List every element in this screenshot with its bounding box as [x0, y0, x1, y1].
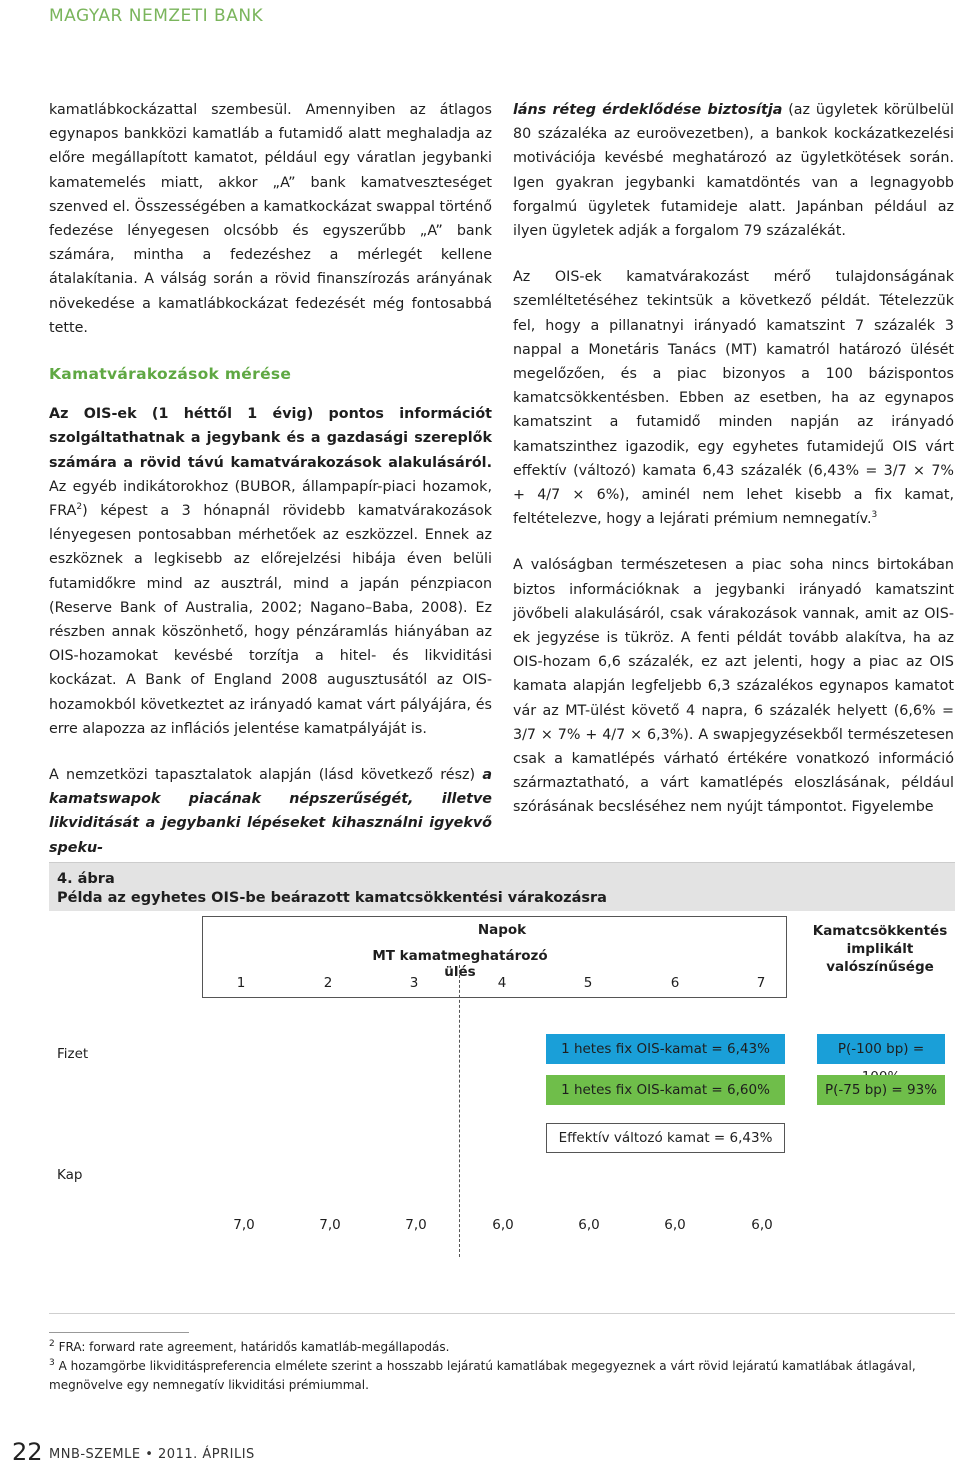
emphasis: láns réteg érdeklődése biztosítja [513, 102, 783, 118]
daily-rate-value: 7,0 [319, 1217, 341, 1233]
daily-rate-value: 6,0 [664, 1217, 686, 1233]
footnote-ref[interactable]: 2 [76, 502, 83, 513]
paragraph-text: (az ügyletek körülbelül 80 százaléka az euroövezetben), a bankok kockázatkezelési motivációja kevésbé meghatározó az ügyletkötések során. Igen gyakran jegybanki kamatdöntés van a legnagyobb forgalmú ügyletek futamideje alatt. Japánban például az ilyen ügyletek adják a forgalom 79 százalékát. [513, 102, 954, 240]
paragraph-text: A nemzetközi tapasztalatok alapján (lásd következő rész) [49, 767, 483, 784]
section-heading: Kamatvárakozások mérése [49, 365, 292, 384]
figure-bottom-rule [49, 1313, 955, 1314]
day-number: 1 [236, 975, 246, 991]
footnotes [49, 1338, 955, 1395]
footnote-mark: 3 [49, 1358, 55, 1368]
footnote-text: FRA: forward rate agreement, határidős kamatláb-megállapodás. [58, 1340, 450, 1354]
receive-leg-label: Kap [57, 1167, 83, 1183]
daily-rate-value: 6,0 [751, 1217, 773, 1233]
fixed-rate-box-blue: 1 hetes fix OIS-kamat = 6,43% [546, 1034, 785, 1064]
day-number: 5 [583, 975, 593, 991]
right-column [513, 98, 954, 842]
fixed-rate-box-green: 1 hetes fix OIS-kamat = 6,60% [546, 1075, 785, 1105]
day-number: 2 [323, 975, 333, 991]
probability-box-blue: P(-100 bp) = [817, 1034, 945, 1064]
day-number: 4 [497, 975, 507, 991]
pay-leg-label: Fizet [57, 1046, 89, 1062]
footnote-rule [49, 1332, 189, 1333]
daily-rate-value: 7,0 [233, 1217, 255, 1233]
day-number: 7 [756, 975, 766, 991]
day-number: 3 [409, 975, 419, 991]
footnote [49, 1338, 955, 1357]
days-label: Napok [477, 922, 527, 938]
daily-rate-value: 6,0 [492, 1217, 514, 1233]
probability-box-green: P(-75 bp) = 93% [817, 1075, 945, 1105]
mt-meeting-label: MT kamatmeghatározó ülés [372, 948, 548, 980]
paragraph [49, 763, 492, 860]
daily-rate-value: 6,0 [578, 1217, 600, 1233]
effective-rate-box: Effektív változó kamat = 6,43% [546, 1123, 785, 1153]
footnote-mark: 2 [49, 1339, 55, 1349]
probability-header: Kamatcsökkentés implikált valószínűsége [812, 923, 948, 975]
figure-header [49, 862, 955, 911]
emphasis: a kamatswapok piacának népszerűségét, illetve likviditását a jegybanki lépéseket kihasználni igyekvő speku- [49, 767, 492, 856]
daily-rate-value: 7,0 [405, 1217, 427, 1233]
lead-sentence: Az OIS-ek (1 héttől 1 évig) pontos információt szolgáltathatnak a jegybank és a gazdasági szereplők számára a rövid távú kamatvárakozások alakulásáról. [49, 406, 492, 471]
paragraph-text: Az OIS-ek kamatvárakozást mérő tulajdonságának szemléltetéséhez tekintsük a következő példát. Tételezzük fel, hogy a pillanatnyi irányadó kamatszint 7 százalék 3 nappal a Monetáris Tanács (MT) kamatról határozó ülését megelőzően, és a piac bizonyos a 100 bázispontos kamatcsökkentésben. Ebben az esetben, ha az egynapos kamatszint a futamidő minden napján az irányadó kamatszinthez igazodik, egy egyhetes futamidejű OIS várt effektív (változó) kamata 6,43 százalék (6,43% = 3/7 × 7% + 4/7 × 6%), aminél nem lehet kisebb a fix kamat, feltételezve, hogy a lejárati prémium nemnegatív. [513, 269, 954, 528]
meeting-divider-line [459, 965, 460, 1257]
paragraph: kamatlábkockázattal szembesül. Amennyiben az átlagos egynapos bankközi kamatláb a futamidő alatt meghaladja az előre megállapított kamatot, például egy váratlan jegybanki kamatemelés miatt, akkor „A” bank kamatveszteséget szenved el. Összességében a kamatkockázat swappal történő fedezése lényegesen olcsóbb és egyszerűbb „A” bank számára, mintha a fedezéshez a mérlegét kellene átalakítania. A válság során a rövid finanszírozás arányának növekedése a kamatlábkockázat fedezését még fontosabbá tette. [49, 102, 492, 336]
figure-number: 4. ábra [57, 871, 115, 887]
paragraph-text: ) képest a 3 hónapnál rövidebb kamatvárakozások lényegesen pontosabban mérhetőek az eszközzel. Ennek az eszköznek a legkisebb az előrejelzési hibája éven belüli futamidőkre mind az ausztrál, mind a japán pénzpiacon (Reserve Bank of Australia, 2002; Nagano–Baba, 2008). Ez részben annak köszönhető, hogy pénzáramlás hiányában az OIS-hozamokat kevésbé torzítja a hitel- és likviditási kockázat. A Bank of England 2008 augusztusától az OIS-hozamokból következtet az irányadó kamat várt pályájára, és erre alapozza az inflációs jelentése kamatpályáját is. [49, 503, 492, 737]
journal-footer: MNB-SZEMLE • 2011. ÁPRILIS [49, 1447, 255, 1462]
footnote-ref[interactable]: 3 [871, 510, 878, 521]
footnote-text: A hozamgörbe likviditáspreferencia elmélete szerint a hosszabb lejáratú kamatlábak megegyeznek a várt rövid lejáratú kamatlábak átlagával, megnövelve egy nemnegatív likviditási prémiummal. [49, 1359, 916, 1392]
page-number: 22 [12, 1438, 43, 1466]
paragraph [513, 98, 954, 243]
figure-title: Példa az egyhetes OIS-be beárazott kamatcsökkentési várakozásra [57, 890, 607, 906]
paragraph [513, 265, 954, 531]
paragraph: A valóságban természetesen a piac soha nincs birtokában biztos információknak a jegybanki irányadó kamatszint jövőbeli alakulásáról, csak várakozások vannak, amit az OIS-ek jegyzése is tükröz. A fenti példát tovább alakítva, ha az OIS-hozam 6,6 százalék, ez azt jelenti, hogy a piac az OIS kamata alapján legfeljebb 6,3 százalékos egynapos kamatot vár az MT-ülést követő 4 napra, 6 százalék helyett (6,6% = 3/7 × 7% + 4/7 × 6,3%). A swapjegyzésekből természetesen csak a kamatlépés várható értékére vonatkozó információ származtatható, a várt kamatlépés eloszlásának, például szórásának becsléséhez nem nyújt támpontot. Figyelembe [513, 557, 954, 816]
day-number: 6 [670, 975, 680, 991]
paragraph [49, 402, 492, 741]
paragraph-text: Az egyéb indikátorokhoz (BUBOR, állampapír-piaci hozamok, FRA [49, 478, 492, 520]
left-column [49, 98, 492, 882]
footnote [49, 1357, 955, 1395]
publisher-header: MAGYAR NEMZETI BANK [49, 6, 264, 26]
